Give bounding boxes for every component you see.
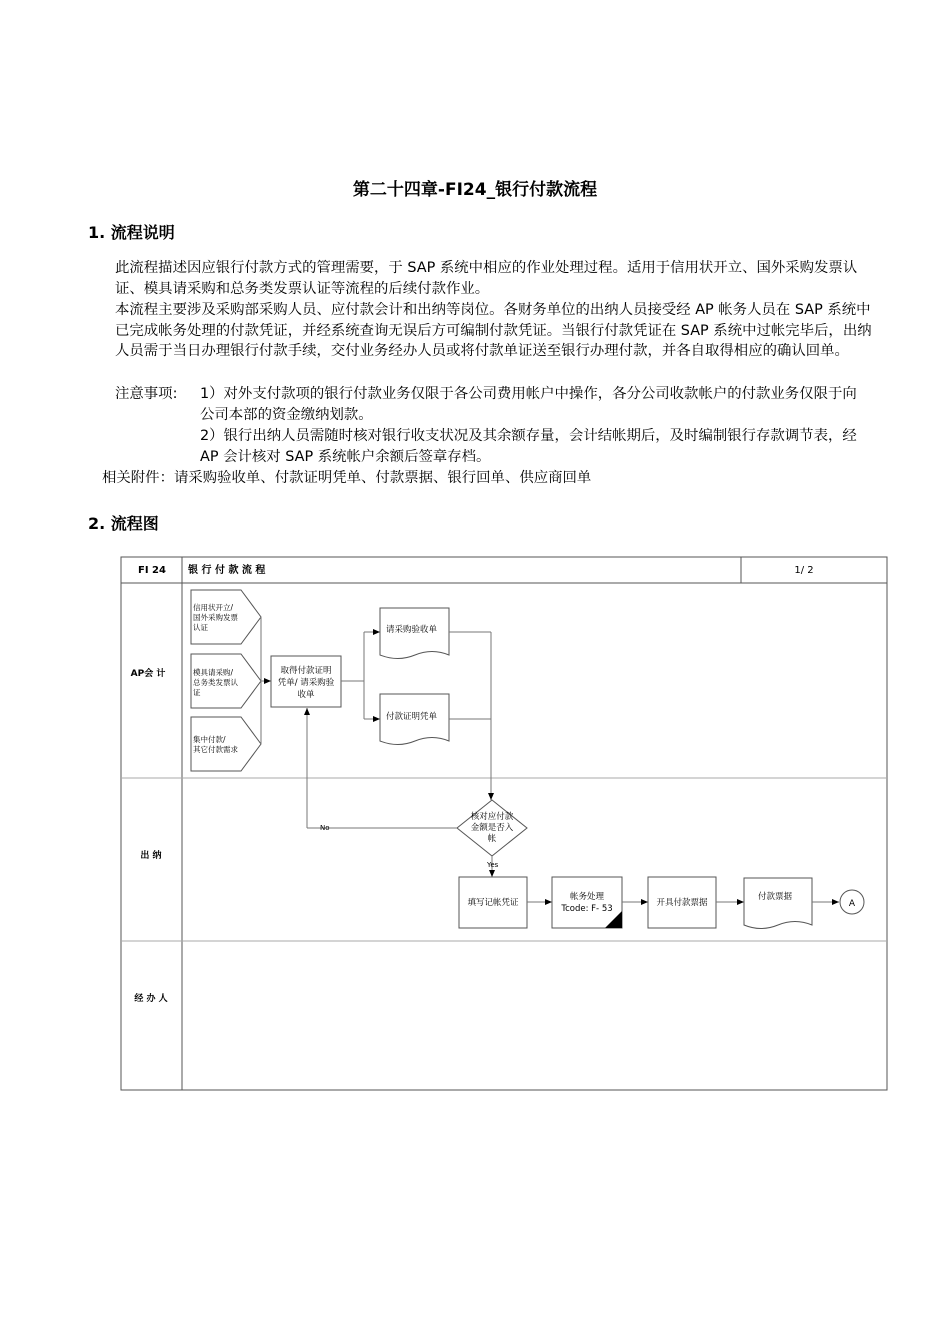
accounting-line2: Tcode: F- 53 xyxy=(561,904,613,914)
input-central-line1: 集中付款/ xyxy=(193,735,226,744)
doc-bill-label: 付款票据 xyxy=(758,892,793,902)
lane-label-cashier: 出 纳 xyxy=(140,851,162,861)
header-page: 1/ 2 xyxy=(794,565,814,576)
input-mold-line2: 总务类发票认 xyxy=(193,678,238,687)
doc-purchase-label: 请采购验收单 xyxy=(386,625,438,635)
doc-voucher-label: 付款证明凭单 xyxy=(386,712,438,722)
header-title: 银 行 付 款 流 程 xyxy=(188,565,266,576)
input-lc-line3: 认证 xyxy=(193,623,208,632)
decision-line3: 帐 xyxy=(487,834,497,844)
accounting-line1: 帐务处理 xyxy=(569,892,605,902)
paragraph-roles: 本流程主要涉及采购部采购人员、应付款会计和出纳等岗位。各财务单位的出纳人员接受经 AP 帐务人员在 SAP 系统中已完成帐务处理的付款凭证，并经系统查询无误后方可编制付款凭证。当银行付款凭证在 SAP 系统中过帐完毕后，出纳人员需于当日办理银行付款手续，交付业务经办人员或将付款单证送至银行办理付款，并各自取得相应的确认回单。 xyxy=(115,302,872,360)
doc-payment-bill xyxy=(744,878,812,929)
input-shape-central xyxy=(191,717,261,771)
input-central-line2: 其它付款需求 xyxy=(193,745,238,754)
fill-voucher-label: 填写记帐凭证 xyxy=(467,898,519,908)
note-item-2: 2）银行出纳人员需随时核对银行收支状况及其余额存量，会计结帐期后，及时编制银行存款调节表，经 AP 会计核对 SAP 系统帐户余额后签章存档。 xyxy=(200,428,857,465)
input-lc-line2: 国外采购发票 xyxy=(193,613,238,622)
decision-line1: 核对应付款 xyxy=(470,812,514,822)
notes-label: 注意事项: xyxy=(115,386,178,402)
section-heading-process-description: 1. 流程说明 xyxy=(88,223,175,242)
yes-label: Yes xyxy=(487,861,499,869)
no-label: No xyxy=(320,824,330,832)
input-mold-line1: 模具请采购/ xyxy=(193,668,234,677)
lane-label-ap: AP会 计 xyxy=(130,669,166,679)
obtain-line2: 凭单/ 请采购验 xyxy=(277,678,335,688)
note-item-1: 1）对外支付款项的银行付款业务仅限于各公司费用帐户中操作，各分公司收款帐户的付款业务仅限于向公司本部的资金缴纳划款。 xyxy=(200,386,857,423)
decision-line2: 金额是否入 xyxy=(470,823,514,833)
input-lc-line1: 信用状开立/ xyxy=(193,603,234,612)
section-heading-flowchart: 2. 流程图 xyxy=(88,514,159,533)
input-mold-line3: 证 xyxy=(193,688,201,697)
obtain-line1: 取得付款证明 xyxy=(280,666,332,676)
obtain-line3: 收单 xyxy=(297,690,315,700)
issue-bill-label: 开具付款票据 xyxy=(656,898,708,908)
page-title: 第二十四章-FI24_银行付款流程 xyxy=(352,180,598,200)
header-code: FI 24 xyxy=(138,565,166,576)
lane-label-handler: 经 办 人 xyxy=(134,994,168,1004)
accounting-box xyxy=(552,877,622,928)
connector-a-label: A xyxy=(848,899,856,909)
paragraph-scope: 此流程描述因应银行付款方式的管理需要，于 SAP 系统中相应的作业处理过程。适用于信用状开立、国外采购发票认证、模具请采购和总务类发票认证等流程的后续付款作业。 xyxy=(115,260,858,297)
attachments-line: 相关附件：请采购验收单、付款证明凭单、付款票据、银行回单、供应商回单 xyxy=(102,470,592,486)
